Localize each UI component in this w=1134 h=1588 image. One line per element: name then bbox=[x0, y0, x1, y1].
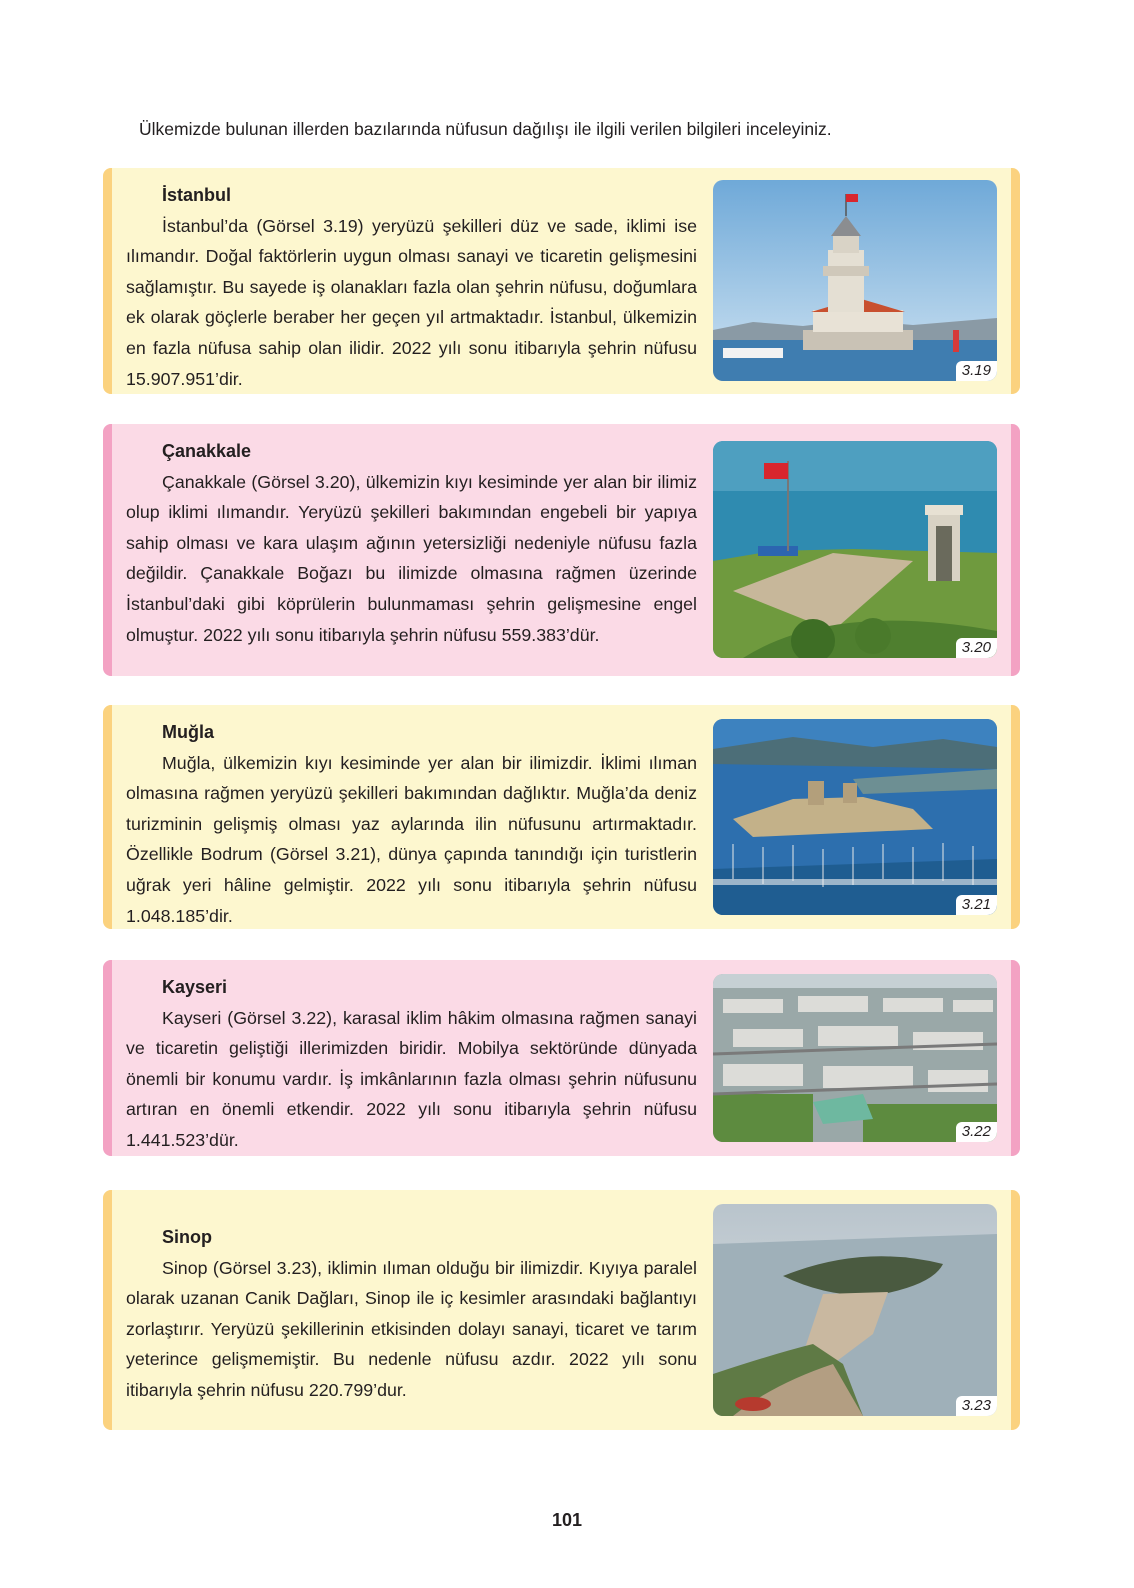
photo-caption: 3.19 bbox=[956, 361, 997, 381]
card-left-bar bbox=[103, 705, 112, 929]
kayseri-industrial-image bbox=[713, 974, 997, 1142]
photo-caption: 3.23 bbox=[956, 1396, 997, 1416]
card-left-bar bbox=[103, 960, 112, 1156]
card-left-bar bbox=[103, 1190, 112, 1430]
section-title: Sinop bbox=[162, 1227, 212, 1247]
section-title: Muğla bbox=[162, 722, 214, 742]
bodrum-castle-image bbox=[713, 719, 997, 915]
section-card-canakkale bbox=[103, 424, 1020, 676]
photo-caption: 3.20 bbox=[956, 638, 997, 658]
section-body: İstanbul’da (Görsel 3.19) yeryüzü şekilleri düz ve sade, iklimi ise ılımandır. Doğal faktörlerin uygun olması sanayi ve ticaretin gelişmesini sağlamıştır. Bu sayede iş olanakları fazla olan şehrin nüfusu, doğumlara ek olarak göçlerle beraber her geçen yıl artmaktadır. İstanbul, ülkemizin en fazla nüfusa sahip olan ilidir. 2022 yılı sonu itibarıyla şehrin nüfusu 15.907.951’dir. bbox=[126, 215, 697, 389]
sinop-aerial-image bbox=[713, 1204, 997, 1416]
section-card-mugla bbox=[103, 705, 1020, 929]
card-right-bar bbox=[1011, 424, 1020, 676]
section-card-sinop bbox=[103, 1190, 1020, 1430]
section-body: Muğla, ülkemizin kıyı kesiminde yer alan bir ilimizdir. İklimi ılıman olmasına rağmen yeryüzü şekilleri bakımından dağlıktır. Muğla’da deniz turizminin gelişmiş olması yaz aylarında ilin nüfusunu artırmaktadır. Özellikle Bodrum (Görsel 3.21), dünya çapında tanındığı için turistlerin uğrak yeri hâline gelmiştir. 2022 yılı sonu itibarıyla şehrin nüfusu 1.048.185’dir. bbox=[126, 752, 697, 926]
section-text bbox=[126, 1222, 697, 1406]
canakkale-monument-image bbox=[713, 441, 997, 658]
card-right-bar bbox=[1011, 1190, 1020, 1430]
photo-kayseri bbox=[713, 974, 997, 1142]
section-text bbox=[126, 717, 697, 931]
section-body: Kayseri (Görsel 3.22), karasal iklim hâkim olmasına rağmen sanayi ve ticaretin geliştiği illerimizden biridir. Mobilya sektöründe dünyada önemli bir konumu vardır. İş imkânlarının fazla olması şehrin nüfusunu artıran en önemli etkendir. 2022 yılı sonu itibarıyla şehrin nüfusu 1.441.523’dür. bbox=[126, 1007, 697, 1150]
card-right-bar bbox=[1011, 168, 1020, 394]
page-number: 101 bbox=[551, 1510, 583, 1530]
section-card-kayseri bbox=[103, 960, 1020, 1156]
photo-caption: 3.22 bbox=[956, 1122, 997, 1142]
maiden-tower-image bbox=[713, 180, 997, 381]
intro-text: Ülkemizde bulunan illerden bazılarında nüfusun dağılışı ile ilgili verilen bilgileri inceleyiniz. bbox=[139, 119, 832, 139]
section-title: İstanbul bbox=[162, 185, 232, 205]
section-text bbox=[126, 436, 697, 650]
photo-istanbul bbox=[713, 180, 997, 381]
card-left-bar bbox=[103, 168, 112, 394]
section-body: Sinop (Görsel 3.23), iklimin ılıman olduğu bir ilimizdir. Kıyıya paralel olarak uzanan Canik Dağları, Sinop ile iç kesimler arasındaki bağlantıyı zorlaştırır. Yeryüzü şekillerinin etkisinden dolayı sanayi, ticaret ve tarım yeterince gelişmemiştir. Bu nedenle nüfusu azdır. 2022 yılı sonu itibarıyla şehrin nüfusu 220.799’dur. bbox=[126, 1257, 697, 1400]
section-card-istanbul bbox=[103, 168, 1020, 394]
photo-canakkale bbox=[713, 441, 997, 658]
photo-mugla bbox=[713, 719, 997, 915]
section-title: Çanakkale bbox=[162, 441, 252, 461]
card-right-bar bbox=[1011, 960, 1020, 1156]
section-text bbox=[126, 972, 697, 1156]
photo-caption: 3.21 bbox=[956, 895, 997, 915]
card-right-bar bbox=[1011, 705, 1020, 929]
photo-sinop bbox=[713, 1204, 997, 1416]
section-title: Kayseri bbox=[162, 977, 228, 997]
section-body: Çanakkale (Görsel 3.20), ülkemizin kıyı kesiminde yer alan bir ilimiz olup iklimi ılımandır. Yeryüzü şekilleri bakımından engebeli bir yapıya sahip olması ve kara ulaşım ağının yetersizliği nedeniyle nüfusu fazla değildir. Çanakkale Boğazı bu ilimizde olmasına rağmen üzerinde İstanbul’daki gibi köprülerin bulunmaması şehrin gelişmesine engel olmuştur. 2022 yılı sonu itibarıyla şehrin nüfusu 559.383’dür. bbox=[126, 471, 697, 645]
card-left-bar bbox=[103, 424, 112, 676]
section-text bbox=[126, 180, 697, 394]
